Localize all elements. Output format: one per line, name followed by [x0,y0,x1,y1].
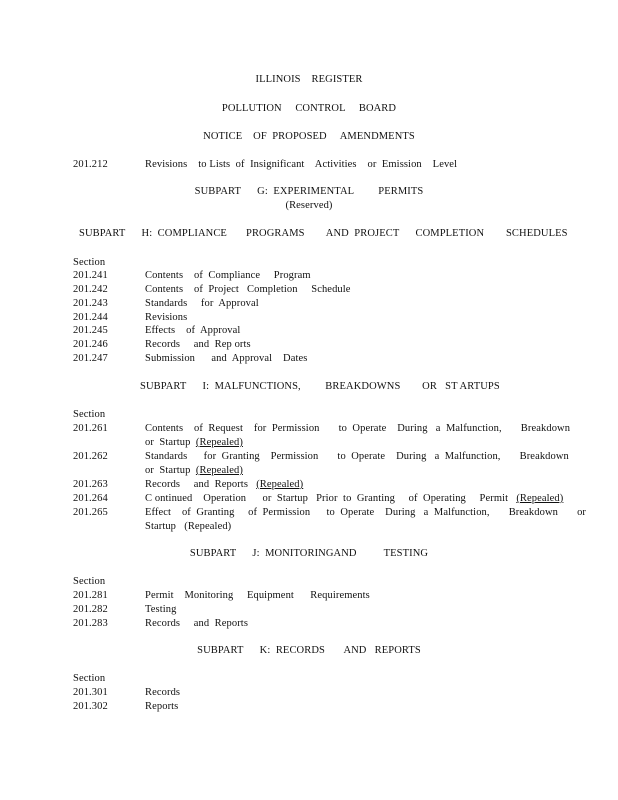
section-title-text: C ontinued Operation or Startup Prior to Granting of Operating Permit [145,493,517,504]
section-number: 201.247 [73,353,108,364]
section-title-text: or Startup [145,465,196,476]
section-title: Testing [145,604,177,615]
section-title: Reports [145,701,179,712]
section-title: Standards for Granting Permission to Operate During a Malfunction, Breakdown [145,451,569,462]
section-title: Effect of Granting of Permission to Operate During a Malfunction, Breakdown or [145,507,587,518]
section-number: 201.302 [73,701,108,712]
section-title: Revisions to Lists of Insignificant Activities or Emission Level [145,159,458,170]
repealed-marker: (Repealed) [195,465,243,476]
section-label: Section [73,257,106,268]
board-title: POLLUTION CONTROL BOARD [221,103,397,114]
section-title: Standards for Approval [145,298,259,309]
section-number: 201.244 [73,312,108,323]
section-number: 201.283 [73,618,108,629]
section-title-text: or Startup [145,437,196,448]
section-title-text: Startup [145,521,185,532]
section-title: Records and Rep orts [145,339,251,350]
section-title-continued [145,436,243,449]
section-title: Records and Reports [145,618,249,629]
section-number: 201.261 [73,423,108,434]
section-title: Submission and Approval Dates [145,353,308,364]
section-number: 201.212 [73,159,108,170]
section-number: 201.263 [73,479,108,490]
section-title: Contents of Request for Permission to Operate During a Malfunction, Breakdown [145,423,571,434]
subpart-k-heading: SUBPART K: RECORDS AND REPORTS [197,645,421,656]
section-title: Contents of Project Completion Schedule [145,284,351,295]
repealed-marker: (Repealed) [516,493,564,504]
section-number: 201.241 [73,270,108,281]
section-label: Section [73,409,106,420]
section-title: Records [145,687,181,698]
section-title-continued [145,464,243,477]
section-title: Effects of Approval [145,325,241,336]
section-label: Section [73,673,106,684]
notice-title: NOTICE OF PROPOSED AMENDMENTS [203,131,415,142]
register-title: ILLINOIS REGISTER [255,74,363,85]
section-title-text: Records and Reports [145,479,257,490]
section-title-continued [145,520,231,533]
subpart-i-heading: SUBPART I: MALFUNCTIONS, BREAKDOWNS OR ST ARTUPS [140,381,500,392]
subpart-g-reserved: (Reserved) [285,200,333,211]
subpart-j-heading: SUBPART J: MONITORINGAND TESTING [189,548,429,559]
subpart-g-heading: SUBPART G: EXPERIMENTAL PERMITS [194,186,424,197]
section-title [145,492,563,505]
section-title [145,478,303,491]
repealed-marker: (Repealed) [256,479,304,490]
section-number: 201.281 [73,590,108,601]
section-number: 201.262 [73,451,108,462]
section-number: 201.264 [73,493,108,504]
section-number: 201.243 [73,298,108,309]
subpart-h-heading: SUBPART H: COMPLIANCE PROGRAMS AND PROJECT COMPLETION SCHEDULES [79,228,568,239]
section-label: Section [73,576,106,587]
section-number: 201.265 [73,507,108,518]
section-number: 201.245 [73,325,108,336]
section-title: Contents of Compliance Program [145,270,311,281]
section-title: Revisions [145,312,188,323]
repealed-marker: (Repealed) [184,521,232,532]
repealed-marker: (Repealed) [195,437,243,448]
section-number: 201.301 [73,687,108,698]
section-number: 201.246 [73,339,108,350]
section-number: 201.242 [73,284,108,295]
section-title: Permit Monitoring Equipment Requirements [145,590,370,601]
section-number: 201.282 [73,604,108,615]
